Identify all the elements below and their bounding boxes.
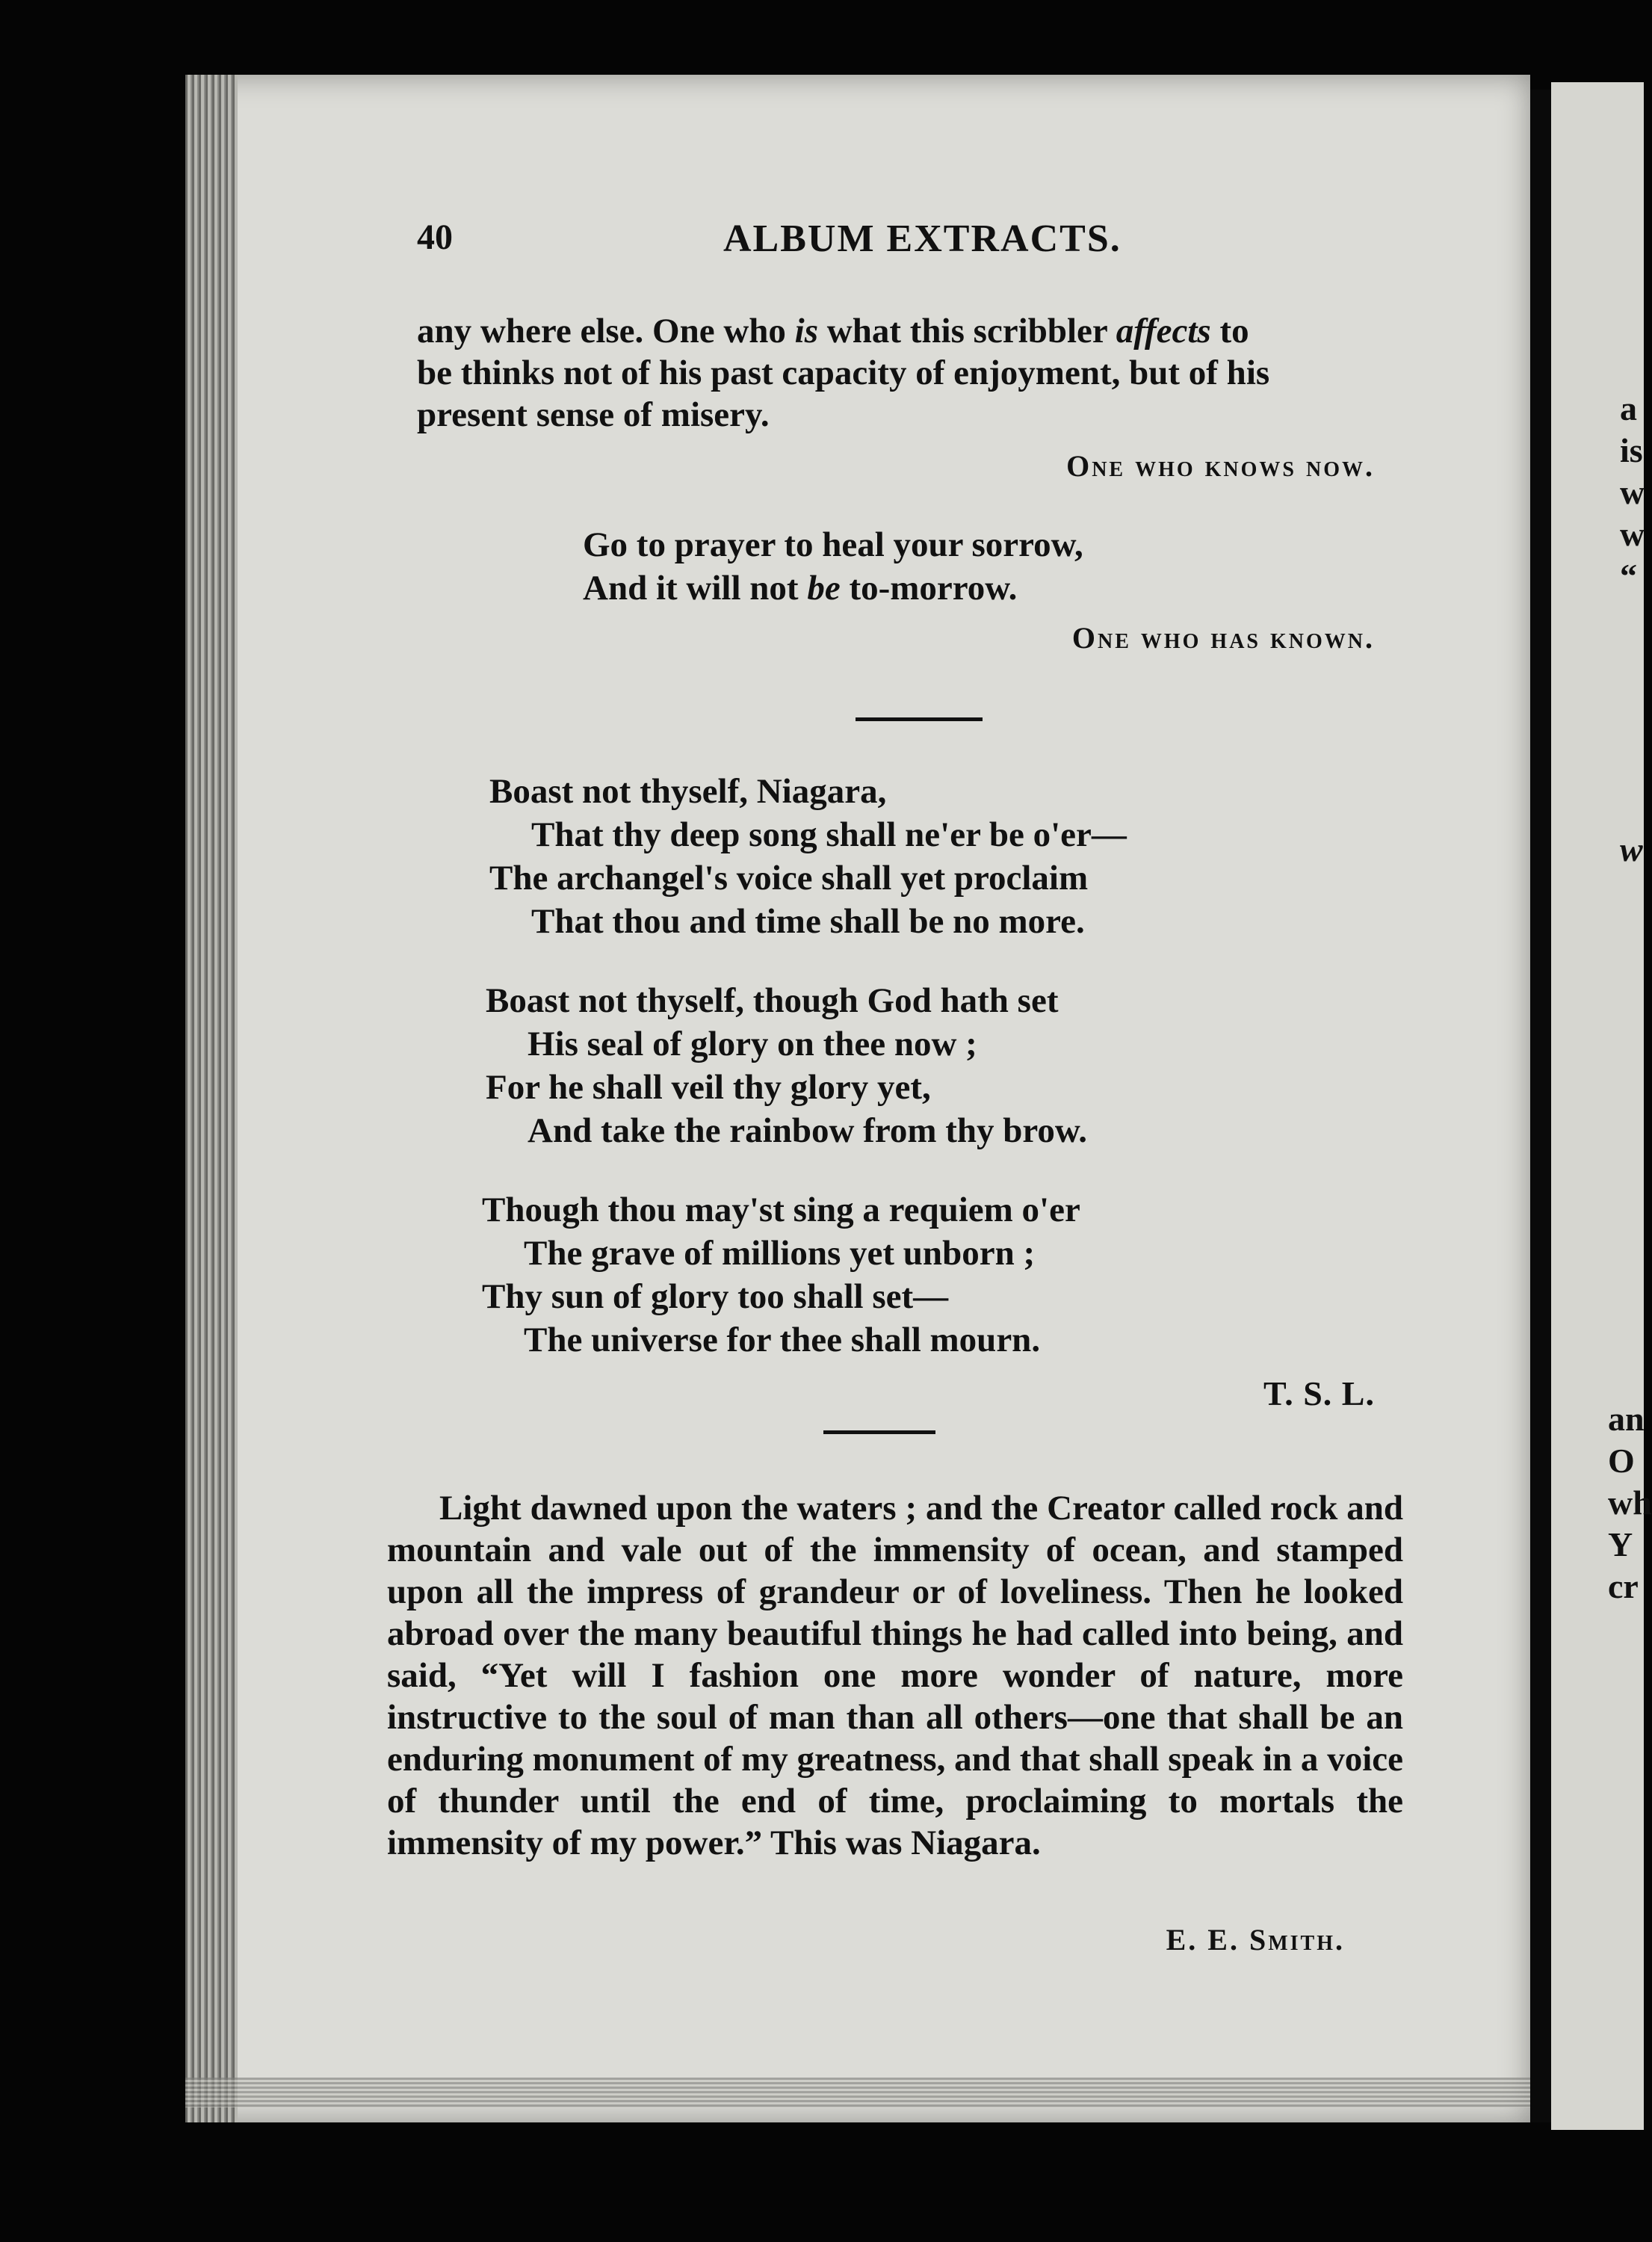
facing-page-letter: cr: [1608, 1567, 1639, 1605]
book-gutter: [1530, 90, 1551, 2122]
prose-line: be thinks not of his past capacity of enjoyment, but of his: [417, 353, 1270, 392]
section-rule: [823, 1430, 935, 1434]
verse-line: That thou and time shall be no more.: [531, 902, 1085, 941]
poem-stanza-2: [486, 979, 1087, 1152]
verse-line: Boast not thyself, Niagara,: [489, 772, 887, 811]
page-number: 40: [417, 217, 453, 257]
couplet: [583, 523, 1083, 610]
facing-page-letter: wh: [1608, 1483, 1652, 1522]
page-edge-bottom: [185, 2078, 1530, 2107]
verse-line: His seal of glory on thee now ;: [528, 1025, 977, 1063]
verse-line: For he shall veil thy glory yet,: [486, 1068, 931, 1107]
running-title: ALBUM EXTRACTS.: [723, 217, 1122, 260]
signature-one-who-knows-now: One who knows now.: [1066, 449, 1375, 483]
facing-page-letter: an: [1608, 1400, 1645, 1438]
verse-line: Though thou may'st sing a requiem o'er: [482, 1191, 1080, 1229]
verse-line: The archangel's voice shall yet proclaim: [489, 859, 1089, 898]
page-edge-left: [185, 75, 238, 2122]
facing-page-letter: a: [1620, 389, 1637, 427]
poem-stanza-1: [489, 770, 1127, 943]
prose-paragraph-2: Light dawned upon the waters ; and the Creator called rock and mountain and vale out of the immensity of ocean, and stamped upon all the impress of grandeur or of loveliness. Then he looked abroad over the many beautiful things he had called into being, and said, “Yet will I fashion one more wonder of nature, more instructive to the soul of man than all others—one that shall be an enduring monument of my greatness, and that shall speak in a voice of thunder until the end of time, proclaiming to mortals the immensity of my power.” This was Niagara.: [387, 1489, 1403, 1862]
signature-tsl: T. S. L.: [1263, 1374, 1375, 1412]
facing-page-letter: O: [1608, 1442, 1635, 1480]
facing-page-letter: w: [1620, 830, 1643, 868]
facing-page-letter: “: [1620, 557, 1637, 595]
verse-line: And take the rainbow from thy brow.: [528, 1111, 1088, 1150]
prose-line: present sense of misery.: [417, 395, 770, 434]
verse-line: The universe for thee shall mourn.: [524, 1321, 1041, 1359]
facing-page-letter: is: [1620, 431, 1643, 469]
prose-paragraph-1: [417, 310, 1418, 436]
verse-line: Boast not thyself, though God hath set: [486, 981, 1059, 1020]
verse-line: And it will not be to-morrow.: [583, 569, 1018, 608]
section-rule: [856, 717, 983, 721]
prose-line: any where else. One who is what this scribbler affects to: [417, 312, 1249, 350]
page-header: [417, 217, 1418, 277]
verse-line: That thy deep song shall ne'er be o'er—: [531, 815, 1127, 854]
poem-stanza-3: [482, 1188, 1080, 1362]
facing-page-letter: Y: [1608, 1525, 1633, 1563]
signature-e-e-smith: E. E. Smith.: [1166, 1923, 1345, 1957]
facing-page-letter: w: [1620, 473, 1645, 511]
signature-one-who-has-known: One who has known.: [1071, 621, 1375, 655]
verse-line: Go to prayer to heal your sorrow,: [583, 525, 1083, 564]
facing-page-letter: w: [1620, 515, 1645, 553]
facing-page-fragment: [1551, 82, 1652, 2130]
verse-line: The grave of millions yet unborn ;: [524, 1234, 1036, 1273]
verse-line: Thy sun of glory too shall set—: [482, 1277, 949, 1316]
